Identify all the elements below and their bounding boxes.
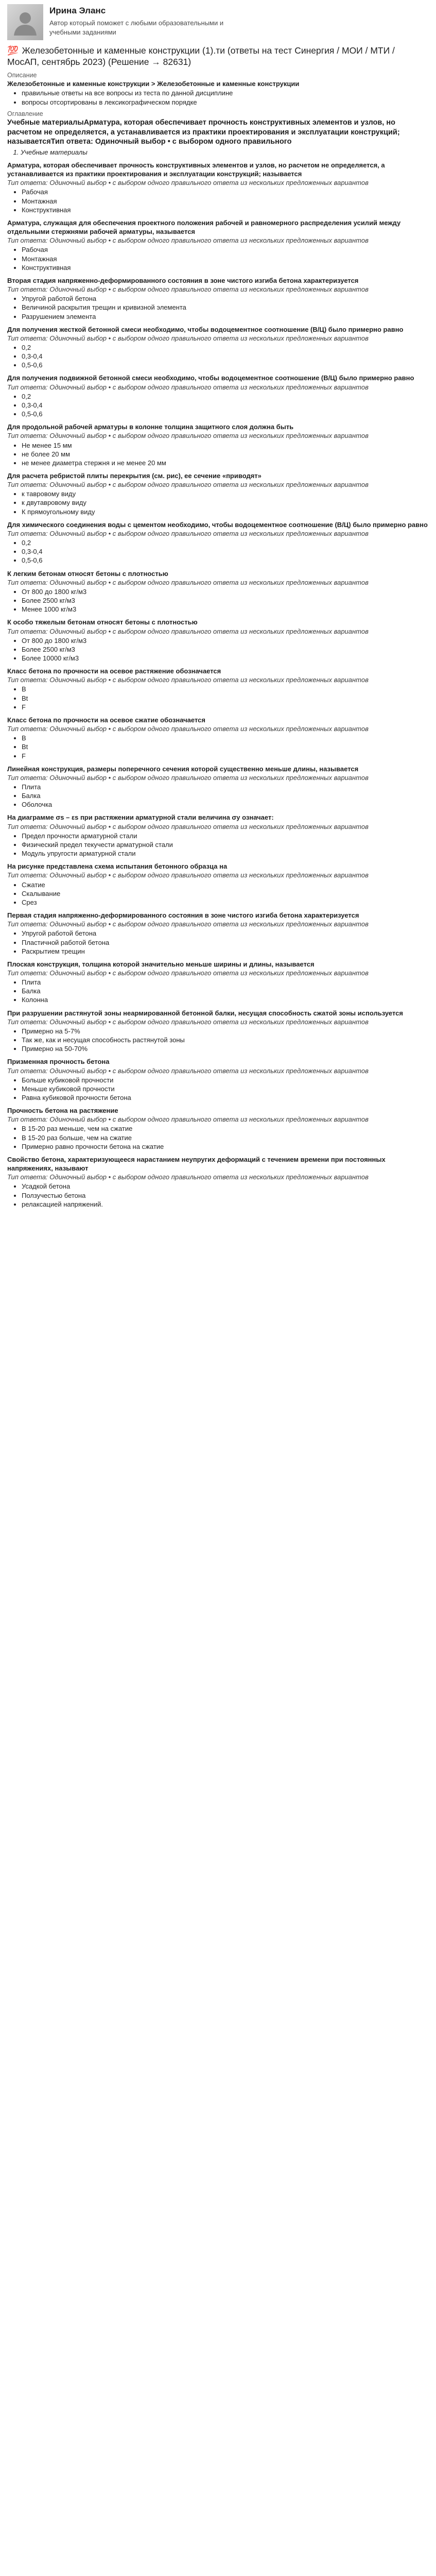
question-answer-type: Тип ответа: Одиночный выбор • с выбором одного правильного ответа из нескольких предложенных вариантов xyxy=(7,1173,369,1181)
description-item: • правильные ответы на все вопросы из теста по данной дисциплине xyxy=(22,89,429,97)
answer-option: • От 800 до 1800 кг/м3 xyxy=(22,587,429,596)
answer-option: • Пластичной работой бетона xyxy=(22,938,429,947)
answer-options xyxy=(7,734,429,760)
question-title: Призменная прочность бетона xyxy=(7,1058,110,1066)
answer-option: • Плита xyxy=(22,783,429,791)
answer-option: • Раскрытием трещин xyxy=(22,947,429,956)
answer-option: • Колонна xyxy=(22,995,429,1004)
answer-option: • 0,3-0,4 xyxy=(22,547,429,556)
answer-option: • Упругой работой бетона xyxy=(22,929,429,938)
answer-option: • Предел прочности арматурной стали xyxy=(22,832,429,840)
answer-option: • К прямоугольному виду xyxy=(22,507,429,516)
question-block xyxy=(7,218,429,272)
answer-options xyxy=(7,188,429,214)
question-answer-type: Тип ответа: Одиночный выбор • с выбором одного правильного ответа из нескольких предложенных вариантов xyxy=(7,1018,369,1026)
answer-option: • Сжатие xyxy=(22,880,429,889)
question-title: Плоская конструкция, толщина которой значительно меньше ширины и длины, называется xyxy=(7,960,315,968)
answer-option: • Меньше кубиковой прочности xyxy=(22,1084,429,1093)
question-answer-type: Тип ответа: Одиночный выбор • с выбором одного правильного ответа из нескольких предложенных вариантов xyxy=(7,871,369,879)
answer-option: • 0,5-0,6 xyxy=(22,410,429,418)
answer-option: • не менее диаметра стержня и не менее 20 мм xyxy=(22,459,429,467)
answer-option: • Срез xyxy=(22,898,429,907)
toc-heading: Учебные материалыАрматура, которая обеспечивает прочность конструктивных элементов и узлов, но расчетом не определяется, а устанавливается из практики проектирования и эксплуатации конструкций; называетсяТип ответа: Одиночный выбор • с выбором одного правильного xyxy=(7,118,400,146)
question-answer-type: Тип ответа: Одиночный выбор • с выбором одного правильного ответа из нескольких предложенных вариантов xyxy=(7,432,369,440)
answer-option: • Модуль упругости арматурной стали xyxy=(22,849,429,858)
answer-option: • Конструктивная xyxy=(22,206,429,214)
question-answer-type: Тип ответа: Одиночный выбор • с выбором одного правильного ответа из нескольких предложенных вариантов xyxy=(7,236,369,245)
answer-option: • 0,2 xyxy=(22,538,429,547)
answer-option: • Оболочка xyxy=(22,800,429,809)
answer-option: • Примерно на 50-70% xyxy=(22,1044,429,1053)
question-answer-type: Тип ответа: Одиночный выбор • с выбором одного правильного ответа из нескольких предложенных вариантов xyxy=(7,179,369,187)
answer-option: • 0,5-0,6 xyxy=(22,556,429,565)
answer-option: • 0,3-0,4 xyxy=(22,352,429,361)
answer-option: • 0,3-0,4 xyxy=(22,401,429,410)
answer-options xyxy=(7,538,429,565)
answer-option: • Рабочая xyxy=(22,188,429,196)
answer-option: • Больше кубиковой прочности xyxy=(22,1076,429,1084)
answer-option: • 0,2 xyxy=(22,343,429,352)
question-answer-type: Тип ответа: Одиночный выбор • с выбором одного правильного ответа из нескольких предложенных вариантов xyxy=(7,1066,369,1075)
answer-options xyxy=(7,392,429,418)
description-item: • вопросы отсортированы в лексикографическом порядке xyxy=(22,98,429,107)
question-answer-type: Тип ответа: Одиночный выбор • с выбором одного правильного ответа из нескольких предложенных вариантов xyxy=(7,529,369,537)
answer-option: • Усадкой бетона xyxy=(22,1182,429,1191)
question-title: Для получения жесткой бетонной смеси необходимо, чтобы водоцементное соотношение (В/Ц) было примерно равно xyxy=(7,325,404,333)
answer-options xyxy=(7,685,429,711)
answer-option: • Величиной раскрытия трещин и кривизной элемента xyxy=(22,303,429,312)
question-title: Для продольной рабочей арматуры в колонне толщина защитного слоя должна быть xyxy=(7,423,294,431)
answer-options xyxy=(7,978,429,1004)
description-label: Описание xyxy=(7,71,37,79)
avatar[interactable] xyxy=(7,4,43,40)
question-block xyxy=(7,813,429,858)
question-answer-type: Тип ответа: Одиночный выбор • с выбором одного правильного ответа из нескольких предложенных вариантов xyxy=(7,676,369,684)
questions-list xyxy=(7,161,429,1209)
description-list xyxy=(7,89,429,106)
page xyxy=(0,0,436,1216)
question-answer-type: Тип ответа: Одиночный выбор • с выбором одного правильного ответа из нескольких предложенных вариантов xyxy=(7,725,369,733)
answer-option: • В 15-20 раз меньше, чем на сжатие xyxy=(22,1124,429,1133)
question-title: Вторая стадия напряженно-деформированного состояния в зоне чистого изгиба бетона характеризуется xyxy=(7,276,359,284)
question-answer-type: Тип ответа: Одиночный выбор • с выбором одного правильного ответа из нескольких предложенных вариантов xyxy=(7,334,369,342)
question-block xyxy=(7,422,429,467)
answer-option: • Bt xyxy=(22,742,429,751)
answer-option: • От 800 до 1800 кг/м3 xyxy=(22,636,429,645)
answer-option: • Монтажная xyxy=(22,197,429,206)
answer-option: • Равна кубиковой прочности бетона xyxy=(22,1093,429,1102)
author-description: Автор который поможет с любыми образовательными и учебными заданиями xyxy=(49,19,224,36)
answer-options xyxy=(7,489,429,516)
answer-options xyxy=(7,1182,429,1208)
answer-options xyxy=(7,343,429,369)
document-title xyxy=(7,45,429,68)
question-block xyxy=(7,1009,429,1054)
question-block xyxy=(7,1155,429,1209)
question-title: При разрушении растянутой зоны неармированной бетонной балки, несущая способность сжатой зоны используется xyxy=(7,1009,403,1017)
answer-option: • Не менее 15 мм xyxy=(22,441,429,450)
author-block xyxy=(7,4,429,40)
answer-options xyxy=(7,441,429,467)
question-block xyxy=(7,862,429,907)
question-title: К особо тяжелым бетонам относят бетоны с плотностью xyxy=(7,618,198,626)
question-title: Для получения подвижной бетонной смеси необходимо, чтобы водоцементное соотношение (В/Ц) было примерно равно xyxy=(7,374,414,382)
answer-option: • к двутавровому виду xyxy=(22,498,429,507)
toc-item[interactable]: 1. Учебные материалы xyxy=(21,148,429,157)
question-title: Класс бетона по прочности на осевое растяжение обозначается xyxy=(7,667,221,675)
answer-option: • Более 10000 кг/м3 xyxy=(22,654,429,663)
description-heading: Железобетонные и каменные конструкции > Железобетонные и каменные конструкции xyxy=(7,80,300,88)
question-title: Класс бетона по прочности на осевое сжатие обозначается xyxy=(7,716,205,724)
user-avatar-icon xyxy=(11,8,40,37)
answer-option: • 0,2 xyxy=(22,392,429,401)
answer-option: • Ползучестью бетона xyxy=(22,1191,429,1200)
question-title: На рисунке представлена схема испытания бетонного образца на xyxy=(7,862,228,871)
answer-option: • Более 2500 кг/м3 xyxy=(22,645,429,654)
question-title: Для химического соединения воды с цементом необходимо, чтобы водоцементное соотношение (В/Ц) было примерно равно xyxy=(7,520,428,529)
answer-options xyxy=(7,880,429,907)
question-block xyxy=(7,618,429,663)
question-title: Первая стадия напряженно-деформированного состояния в зоне чистого изгиба бетона характеризуется xyxy=(7,911,359,920)
question-answer-type: Тип ответа: Одиночный выбор • с выбором одного правильного ответа из нескольких предложенных вариантов xyxy=(7,285,369,294)
answer-options xyxy=(7,1076,429,1102)
question-block xyxy=(7,161,429,214)
answer-option: • к тавровому виду xyxy=(22,489,429,498)
toc-label: Оглавление xyxy=(7,110,43,117)
answer-option: • Bt xyxy=(22,694,429,703)
question-block xyxy=(7,960,429,1005)
description-section xyxy=(7,71,429,107)
question-title: Для расчета ребристой плиты перекрытия (см. рис), ее сечение «приводят» xyxy=(7,472,261,480)
answer-option: • Скалывание xyxy=(22,889,429,898)
author-info xyxy=(49,4,245,37)
answer-option: • Физический предел текучести арматурной стали xyxy=(22,840,429,849)
question-title: Линейная конструкция, размеры поперечного сечения которой существенно меньше длины, называется xyxy=(7,765,359,773)
question-title: К легким бетонам относят бетоны с плотностью xyxy=(7,569,168,578)
answer-option: • Более 2500 кг/м3 xyxy=(22,596,429,605)
answer-options xyxy=(7,587,429,614)
question-block xyxy=(7,1106,429,1151)
answer-option: • Примерно на 5-7% xyxy=(22,1027,429,1036)
question-block xyxy=(7,569,429,614)
answer-option: • 0,5-0,6 xyxy=(22,361,429,369)
hundred-points-icon: 💯 xyxy=(7,45,19,56)
answer-options xyxy=(7,1027,429,1053)
question-block xyxy=(7,471,429,516)
answer-option: • B xyxy=(22,685,429,693)
answer-option: • Примерно равно прочности бетона на сжатие xyxy=(22,1142,429,1151)
question-answer-type: Тип ответа: Одиночный выбор • с выбором одного правильного ответа из нескольких предложенных вариантов xyxy=(7,1115,369,1124)
answer-options xyxy=(7,929,429,955)
question-block xyxy=(7,716,429,760)
question-block xyxy=(7,276,429,321)
answer-option: • Упругой работой бетона xyxy=(22,294,429,303)
question-answer-type: Тип ответа: Одиночный выбор • с выбором одного правильного ответа из нескольких предложенных вариантов xyxy=(7,920,369,928)
answer-options xyxy=(7,1124,429,1150)
answer-option: • релаксацией напряжений. xyxy=(22,1200,429,1209)
answer-option: • В 15-20 раз больше, чем на сжатие xyxy=(22,1133,429,1142)
answer-option: • B xyxy=(22,734,429,742)
answer-option: • Менее 1000 кг/м3 xyxy=(22,605,429,614)
question-block xyxy=(7,1057,429,1102)
question-answer-type: Тип ответа: Одиночный выбор • с выбором одного правильного ответа из нескольких предложенных вариантов xyxy=(7,822,369,831)
answer-option: • Балка xyxy=(22,791,429,800)
answer-option: • F xyxy=(22,703,429,711)
question-block xyxy=(7,667,429,711)
toc-section xyxy=(7,110,429,157)
question-title: Арматура, которая обеспечивает прочность конструктивных элементов и узлов, но расчетом не определяется, а устанавливается из практики проектирования и эксплуатации конструкций; называется xyxy=(7,161,385,178)
question-answer-type: Тип ответа: Одиночный выбор • с выбором одного правильного ответа из нескольких предложенных вариантов xyxy=(7,969,369,977)
question-title: Свойство бетона, характеризующееся нарастанием неупругих деформаций с течением времени при постоянных напряжениях, называют xyxy=(7,1155,386,1173)
answer-option: • Разрушением элемента xyxy=(22,312,429,321)
question-title: На диаграмме σs – εs при растяжении арматурной стали величина σу означает: xyxy=(7,814,274,822)
answer-options xyxy=(7,636,429,663)
author-name[interactable]: Ирина Эланс xyxy=(49,6,106,15)
answer-option: • Конструктивная xyxy=(22,263,429,272)
document-title-text: Железобетонные и каменные конструкции (1).ти (ответы на тест Синергия / МОИ / МТИ / МосАП, сентябрь 2023) (Решение → 82631) xyxy=(7,45,395,67)
question-block xyxy=(7,520,429,565)
question-block xyxy=(7,765,429,809)
question-block xyxy=(7,911,429,956)
answer-options xyxy=(7,783,429,809)
answer-option: • Плита xyxy=(22,978,429,987)
answer-option: • Монтажная xyxy=(22,255,429,263)
answer-option: • Так же, как и несущая способность растянутой зоны xyxy=(22,1036,429,1044)
toc-list xyxy=(7,148,429,157)
answer-option: • Балка xyxy=(22,987,429,995)
question-answer-type: Тип ответа: Одиночный выбор • с выбором одного правильного ответа из нескольких предложенных вариантов xyxy=(7,481,369,489)
answer-option: • Рабочая xyxy=(22,245,429,254)
question-answer-type: Тип ответа: Одиночный выбор • с выбором одного правильного ответа из нескольких предложенных вариантов xyxy=(7,578,369,586)
question-answer-type: Тип ответа: Одиночный выбор • с выбором одного правильного ответа из нескольких предложенных вариантов xyxy=(7,383,369,391)
question-answer-type: Тип ответа: Одиночный выбор • с выбором одного правильного ответа из нескольких предложенных вариантов xyxy=(7,627,369,635)
question-title: Прочность бетона на растяжение xyxy=(7,1107,118,1115)
answer-option: • F xyxy=(22,752,429,760)
answer-options xyxy=(7,294,429,320)
answer-options xyxy=(7,832,429,858)
answer-option: • не более 20 мм xyxy=(22,450,429,459)
answer-options xyxy=(7,245,429,272)
question-answer-type: Тип ответа: Одиночный выбор • с выбором одного правильного ответа из нескольких предложенных вариантов xyxy=(7,773,369,782)
question-block xyxy=(7,374,429,418)
question-block xyxy=(7,325,429,370)
question-title: Арматура, служащая для обеспечения проектного положения рабочей и равномерного распределения усилий между отдельными стержнями рабочей арматуры, называется xyxy=(7,218,401,236)
